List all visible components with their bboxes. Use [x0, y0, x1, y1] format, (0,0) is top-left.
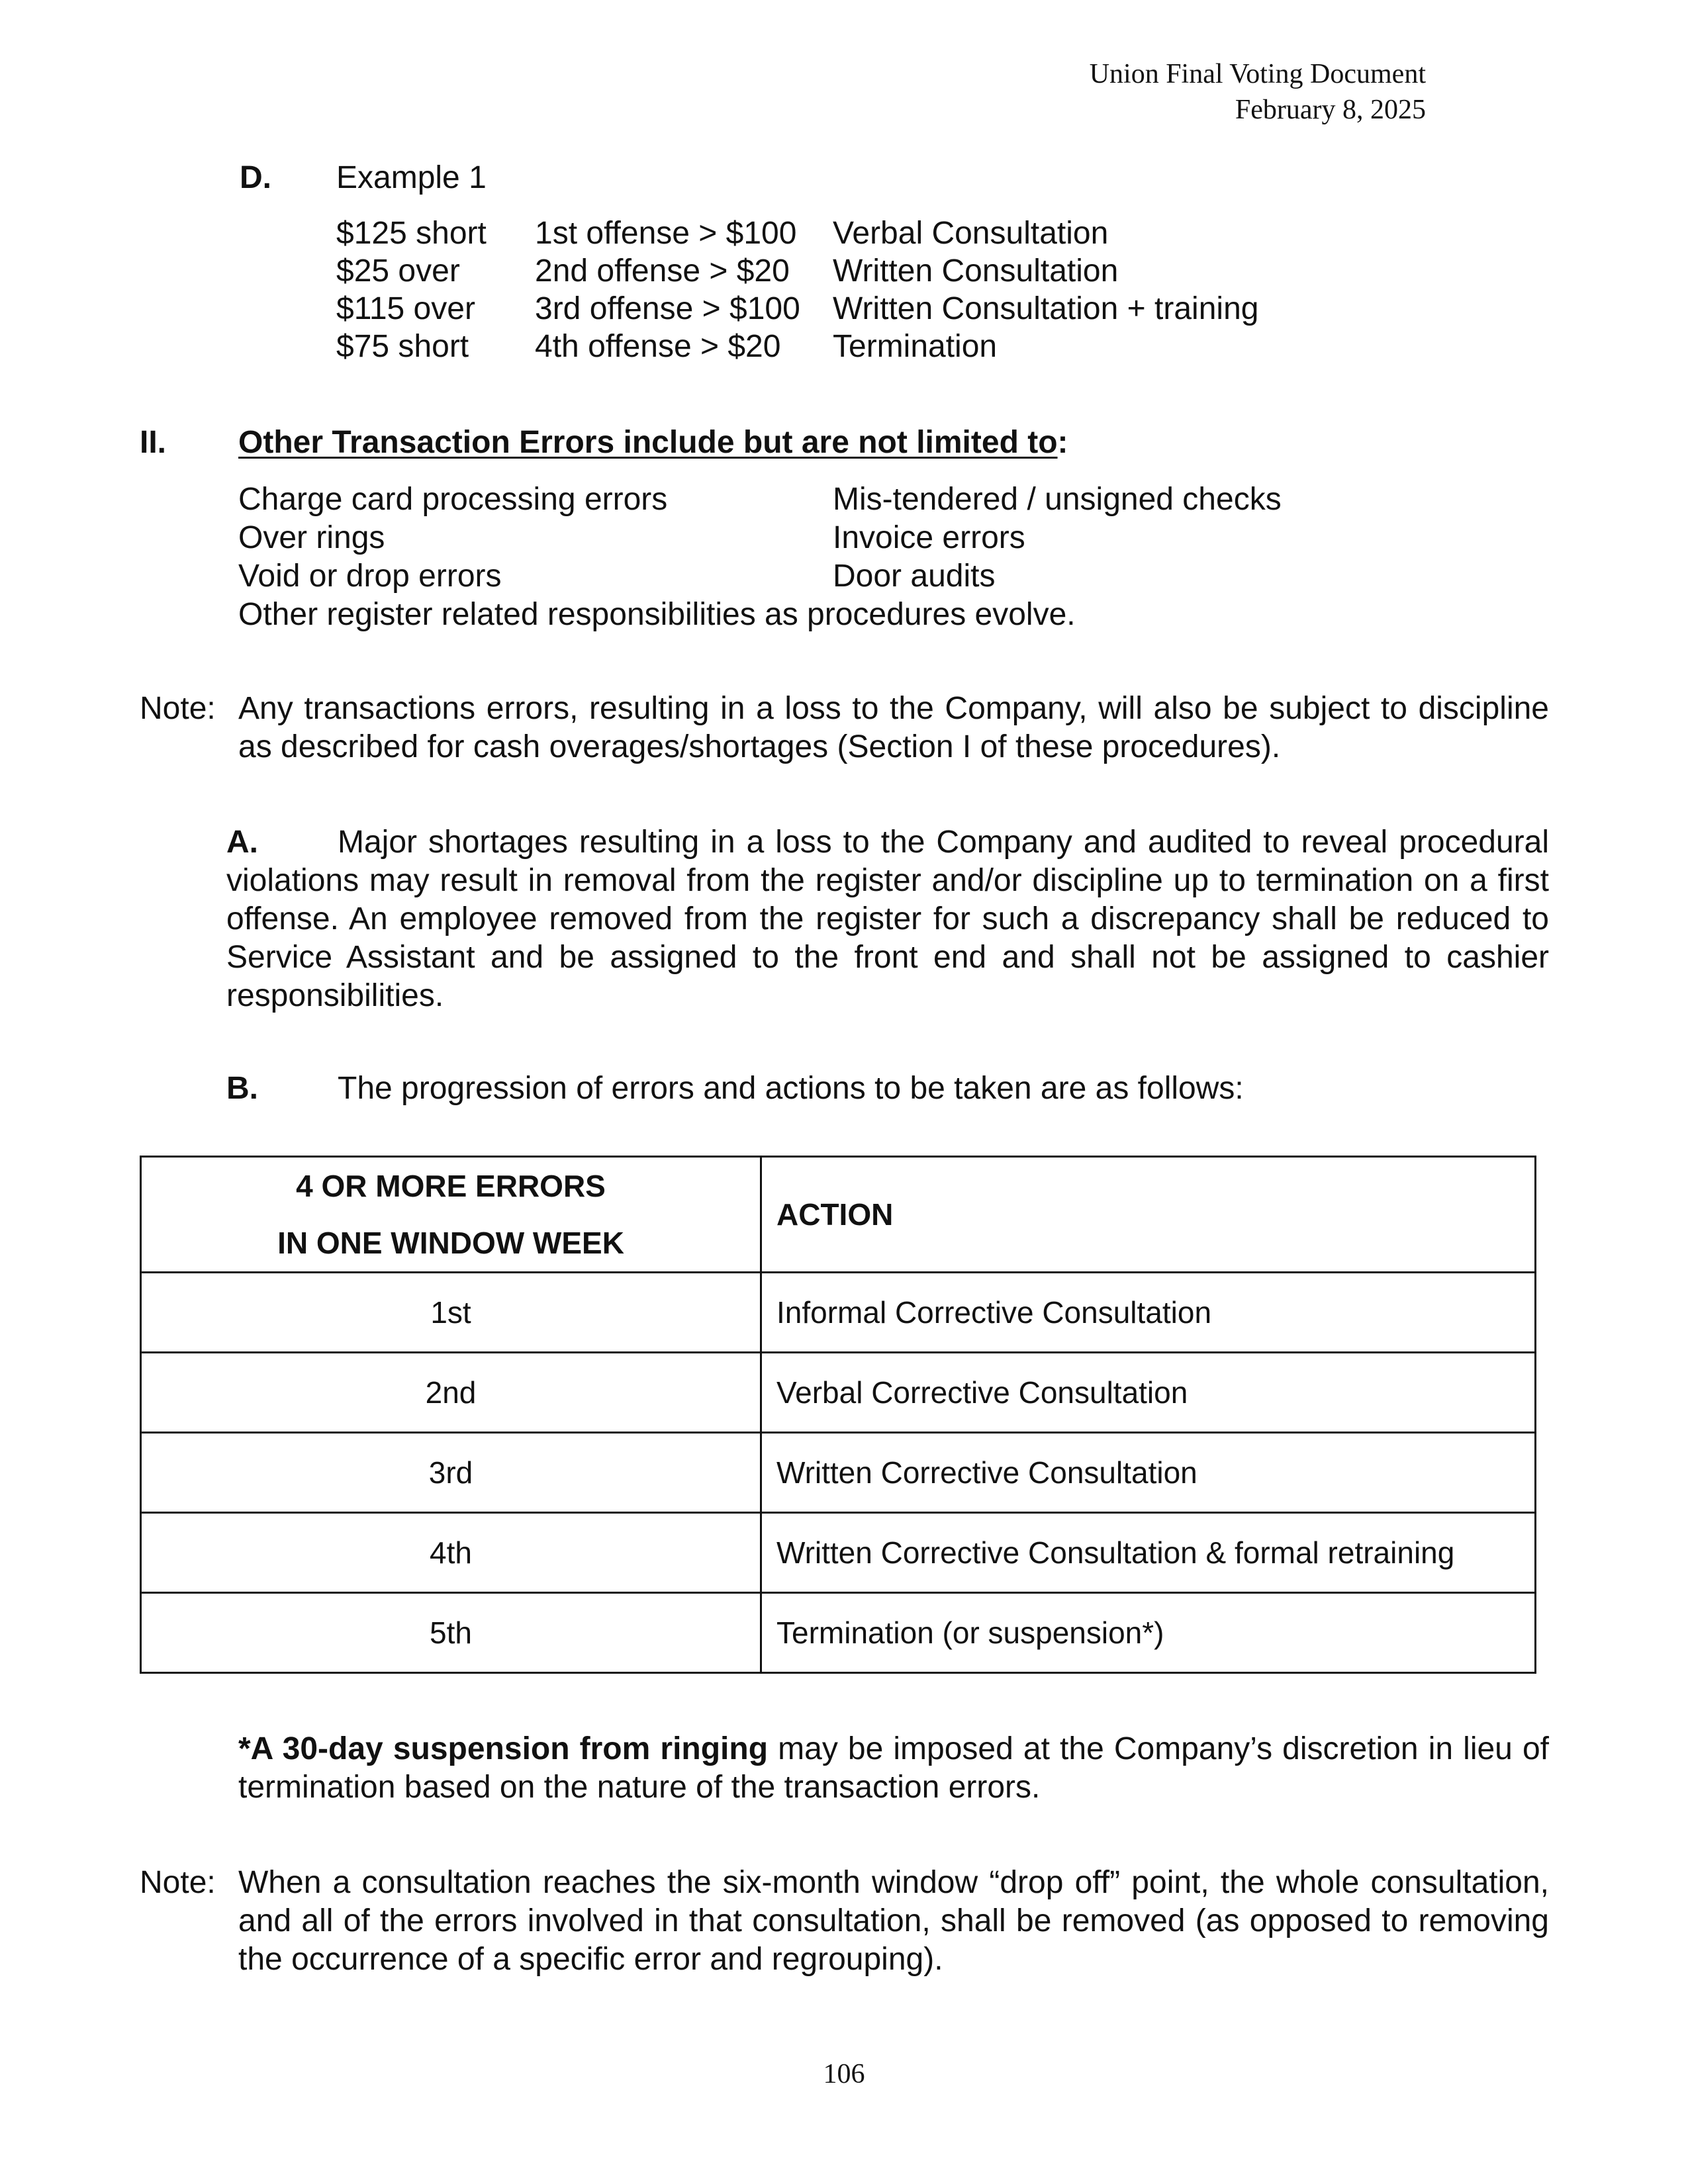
error-item: Door audits [833, 559, 996, 594]
para-a-label: A. [226, 825, 258, 860]
example-action: Verbal Consultation [833, 216, 1109, 251]
example-amount: $125 short [336, 216, 487, 251]
table-header-errors-line2: IN ONE WINDOW WEEK [277, 1226, 624, 1260]
example-action: Written Consultation + training [833, 291, 1259, 326]
table-header-errors-line1: 4 OR MORE ERRORS [296, 1169, 606, 1203]
example-offense: 1st offense > $100 [535, 216, 797, 251]
table-cell-occurrence: 5th [141, 1593, 761, 1673]
para-a [226, 823, 1549, 1015]
table-cell-action: Written Corrective Consultation [761, 1433, 1536, 1513]
error-item: Charge card processing errors [238, 482, 668, 517]
example-action: Written Consultation [833, 253, 1119, 289]
note2-text: When a consultation reaches the six-month window “drop off” point, the whole consultation, and all of the errors involved in that consultation, shall be removed (as opposed to removing the occurrence of a specific error and regrouping). [238, 1865, 1549, 1977]
section-d-title: Example 1 [336, 160, 487, 195]
table-cell-action: Informal Corrective Consultation [761, 1273, 1536, 1353]
table-header-row [141, 1157, 1536, 1273]
section-d-label: D. [240, 160, 271, 195]
table-header-errors [141, 1157, 761, 1273]
table-row [141, 1593, 1536, 1673]
error-item: Invoice errors [833, 520, 1025, 555]
example-amount: $75 short [336, 329, 469, 364]
example-amount: $115 over [336, 291, 475, 326]
table-row [141, 1353, 1536, 1433]
note2-label: Note: [140, 1865, 216, 1900]
table-header-action: ACTION [761, 1157, 1536, 1273]
note1-label: Note: [140, 691, 216, 726]
page-number: 106 [823, 2059, 865, 2089]
section-ii-heading-text: Other Transaction Errors include but are not limited to [238, 425, 1058, 460]
table-row [141, 1433, 1536, 1513]
example-offense: 3rd offense > $100 [535, 291, 800, 326]
table-row [141, 1513, 1536, 1593]
example-action: Termination [833, 329, 998, 364]
error-item: Void or drop errors [238, 559, 502, 594]
para-b-label: B. [226, 1071, 258, 1106]
section-ii-heading-colon: : [1057, 425, 1068, 460]
suspension-note-text: may be imposed at the Company’s discretion in lieu of termination based on the nature of the transaction errors. [238, 1731, 1549, 1805]
table-row [141, 1273, 1536, 1353]
table-cell-action: Verbal Corrective Consultation [761, 1353, 1536, 1433]
section-ii-heading [238, 424, 1068, 462]
suspension-note-bold: *A 30-day suspension from ringing [238, 1731, 769, 1766]
table-cell-action: Termination (or suspension*) [761, 1593, 1536, 1673]
header-date: February 8, 2025 [1235, 95, 1426, 125]
example-amount: $25 over [336, 253, 460, 289]
example-offense: 4th offense > $20 [535, 329, 781, 364]
table-cell-action: Written Corrective Consultation & formal retraining [761, 1513, 1536, 1593]
progression-table [140, 1156, 1536, 1674]
para-b-text: The progression of errors and actions to be taken are as follows: [338, 1071, 1244, 1106]
table-cell-occurrence: 1st [141, 1273, 761, 1353]
example-offense: 2nd offense > $20 [535, 253, 790, 289]
table-cell-occurrence: 4th [141, 1513, 761, 1593]
section-ii-closing: Other register related responsibilities as procedures evolve. [238, 597, 1076, 632]
header-title: Union Final Voting Document [1089, 59, 1426, 89]
note1-text: Any transactions errors, resulting in a loss to the Company, will also be subject to discipline as described for cash overages/shortages (Section I of these procedures). [238, 691, 1549, 764]
table-cell-occurrence: 3rd [141, 1433, 761, 1513]
table-cell-occurrence: 2nd [141, 1353, 761, 1433]
section-ii-label: II. [140, 425, 167, 460]
error-item: Over rings [238, 520, 385, 555]
suspension-note [238, 1730, 1549, 1807]
para-a-text: Major shortages resulting in a loss to the Company and audited to reveal procedural violations may result in removal from the register and/or discipline up to termination on a first offense. An employee removed from the register for such a discrepancy shall be reduced to Service Assistant and be assigned to the front end and shall not be assigned to cashier responsibilities. [226, 825, 1549, 1013]
error-item: Mis-tendered / unsigned checks [833, 482, 1282, 517]
